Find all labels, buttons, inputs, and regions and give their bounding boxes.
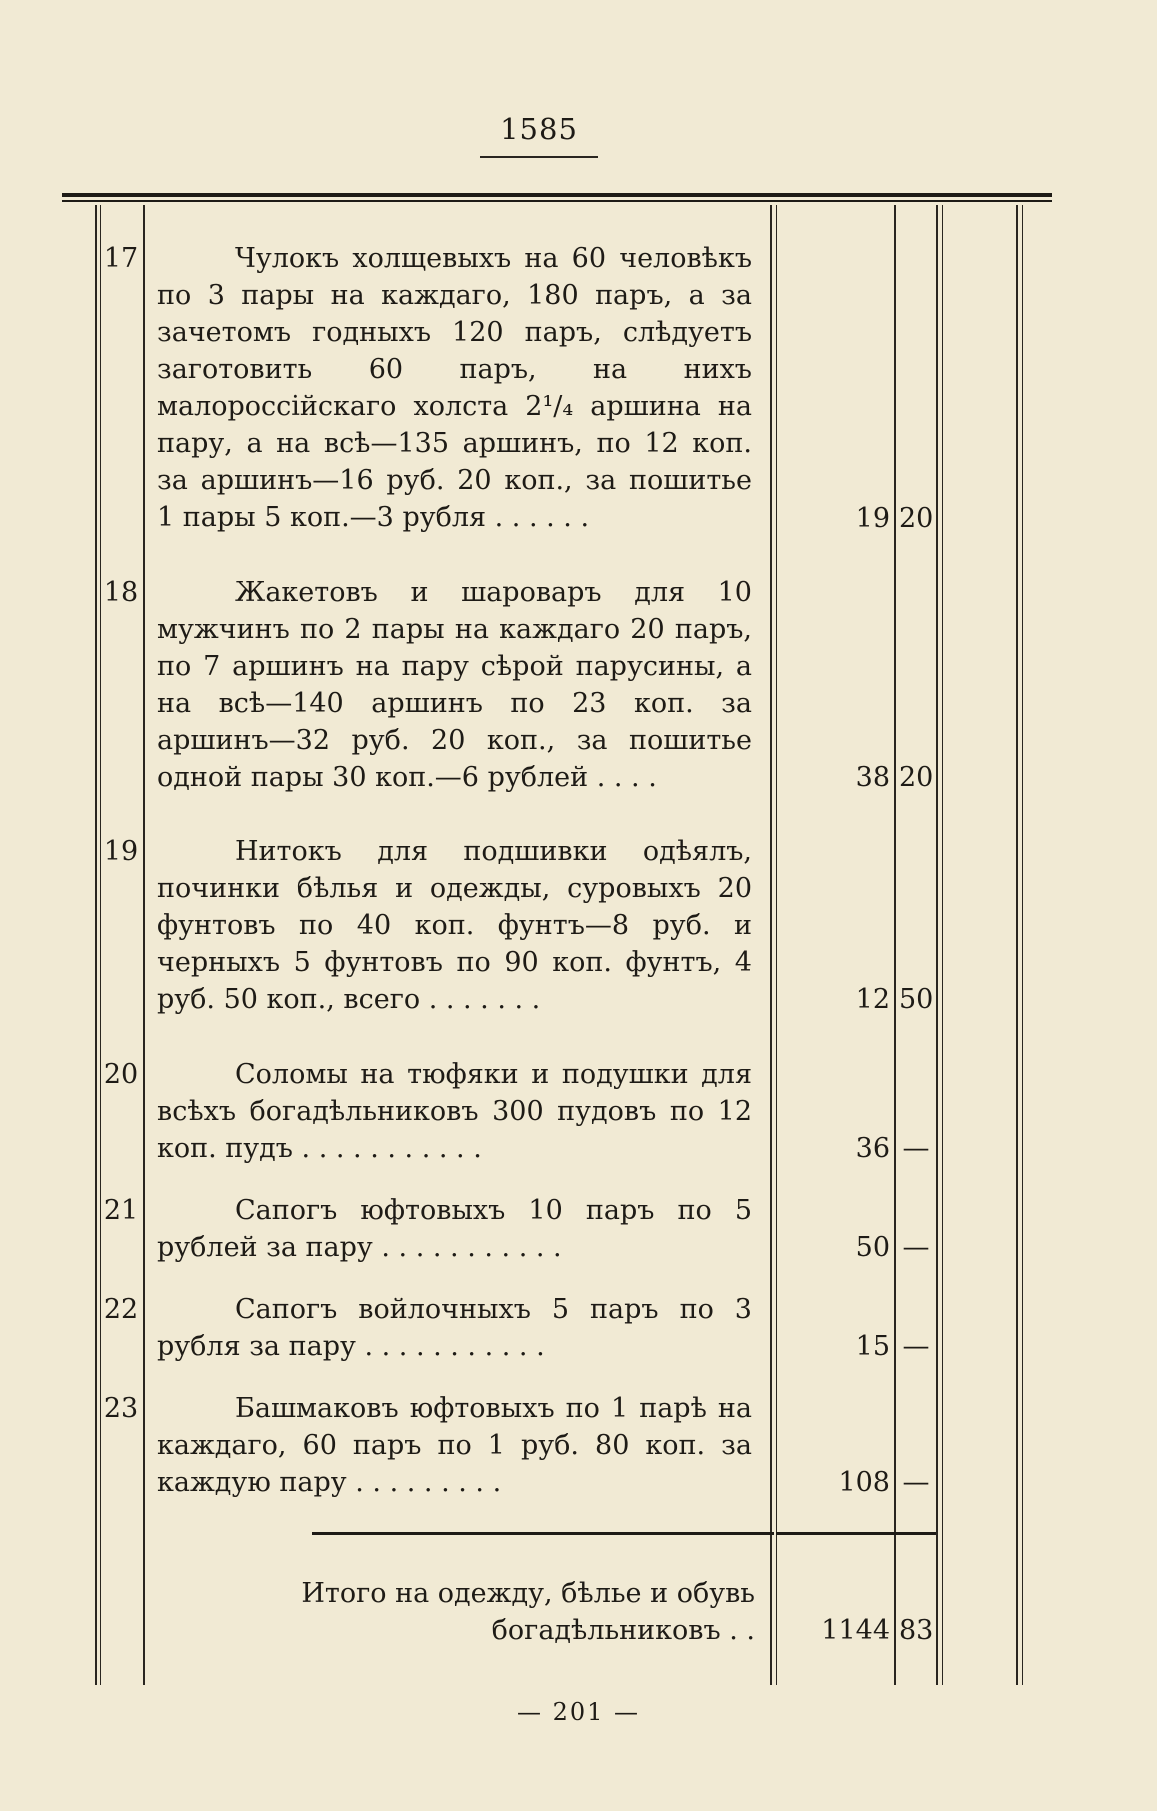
- row-number: 18: [103, 577, 139, 608]
- table-left-border-inner: [100, 205, 101, 1685]
- rub-kop-divider: [894, 205, 896, 1685]
- table-right-border: [1016, 205, 1018, 1685]
- row-number: 22: [103, 1294, 139, 1325]
- kop-column-divider-inner: [942, 205, 943, 1685]
- page-footer-number: — 201 —: [516, 1698, 641, 1726]
- row-kopecks: —: [902, 1232, 930, 1263]
- table-top-rule-thin: [62, 200, 1052, 202]
- row-rubles: 12: [855, 984, 890, 1015]
- row-number: 19: [103, 836, 139, 867]
- row-description: Башмаковъ юфтовыхъ по 1 парѣ на каждаго, 60 паръ по 1 руб. 80 коп. за каждую пару . . . . . . . . .: [157, 1393, 752, 1498]
- table-top-rule: [62, 193, 1052, 197]
- row-rubles: 50: [855, 1232, 890, 1263]
- total-rule-text: [312, 1532, 774, 1535]
- row-rubles: 36: [855, 1133, 890, 1164]
- total-label: Итого на одежду, бѣлье и обувь богадѣльниковъ . .: [301, 1578, 755, 1646]
- row-number: 20: [103, 1059, 139, 1090]
- row-kopecks: 50: [899, 984, 934, 1015]
- row-kopecks: 20: [899, 762, 934, 793]
- kop-column-divider: [936, 205, 938, 1685]
- num-column-divider: [143, 205, 145, 1685]
- page-header-number: 1585: [500, 112, 578, 146]
- row-number: 21: [103, 1195, 139, 1226]
- row-rubles: 15: [855, 1331, 890, 1362]
- total-rule-amount: [776, 1532, 936, 1535]
- row-kopecks: —: [902, 1467, 930, 1498]
- total-rubles: 1144: [821, 1615, 890, 1646]
- row-description: Жакетовъ и шароваръ для 10 мужчинъ по 2 пары на каждаго 20 паръ, по 7 аршинъ на пару сѣрой парусины, а на всѣ—140 аршинъ по 23 коп. за аршинъ—32 руб. 20 коп., за пошитье одной пары 30 коп.—6 рублей . . . .: [157, 577, 752, 793]
- row-kopecks: —: [902, 1133, 930, 1164]
- row-rubles: 19: [855, 503, 890, 534]
- total-kopecks: 83: [899, 1615, 934, 1646]
- row-rubles: 108: [838, 1467, 890, 1498]
- row-kopecks: 20: [899, 503, 934, 534]
- row-kopecks: —: [902, 1331, 930, 1362]
- row-number: 17: [103, 243, 139, 274]
- row-description: Сапогъ юфтовыхъ 10 паръ по 5 рублей за пару . . . . . . . . . . .: [157, 1195, 752, 1263]
- text-column-divider-inner: [776, 205, 777, 1685]
- row-rubles: 38: [855, 762, 890, 793]
- table-right-border-inner: [1022, 205, 1023, 1685]
- row-number: 23: [103, 1393, 139, 1424]
- row-description: Чулокъ холщевыхъ на 60 человѣкъ по 3 пары на каждаго, 180 паръ, а за зачетомъ годныхъ 120 паръ, слѣдуетъ заготовить 60 паръ, на нихъ малороссійскаго холста 2¹/₄ аршина на пару, а на всѣ—135 аршинъ, по 12 коп. за аршинъ—16 руб. 20 коп., за пошитье 1 пары 5 коп.—3 рубля . . . . . .: [157, 243, 752, 533]
- header-rule: [480, 156, 598, 158]
- row-description: Соломы на тюфяки и подушки для всѣхъ богадѣльниковъ 300 пудовъ по 12 коп. пудъ . . . . . . . . . . .: [157, 1059, 752, 1164]
- row-description: Сапогъ войлочныхъ 5 паръ по 3 рубля за пару . . . . . . . . . . .: [157, 1294, 752, 1362]
- text-column-divider: [770, 205, 772, 1685]
- row-description: Нитокъ для подшивки одѣялъ, починки бѣлья и одежды, суровыхъ 20 фунтовъ по 40 коп. фунтъ—8 руб. и черныхъ 5 фунтовъ по 90 коп. фунтъ, 4 руб. 50 коп., всего . . . . . . .: [157, 836, 752, 1015]
- table-left-border: [95, 205, 97, 1685]
